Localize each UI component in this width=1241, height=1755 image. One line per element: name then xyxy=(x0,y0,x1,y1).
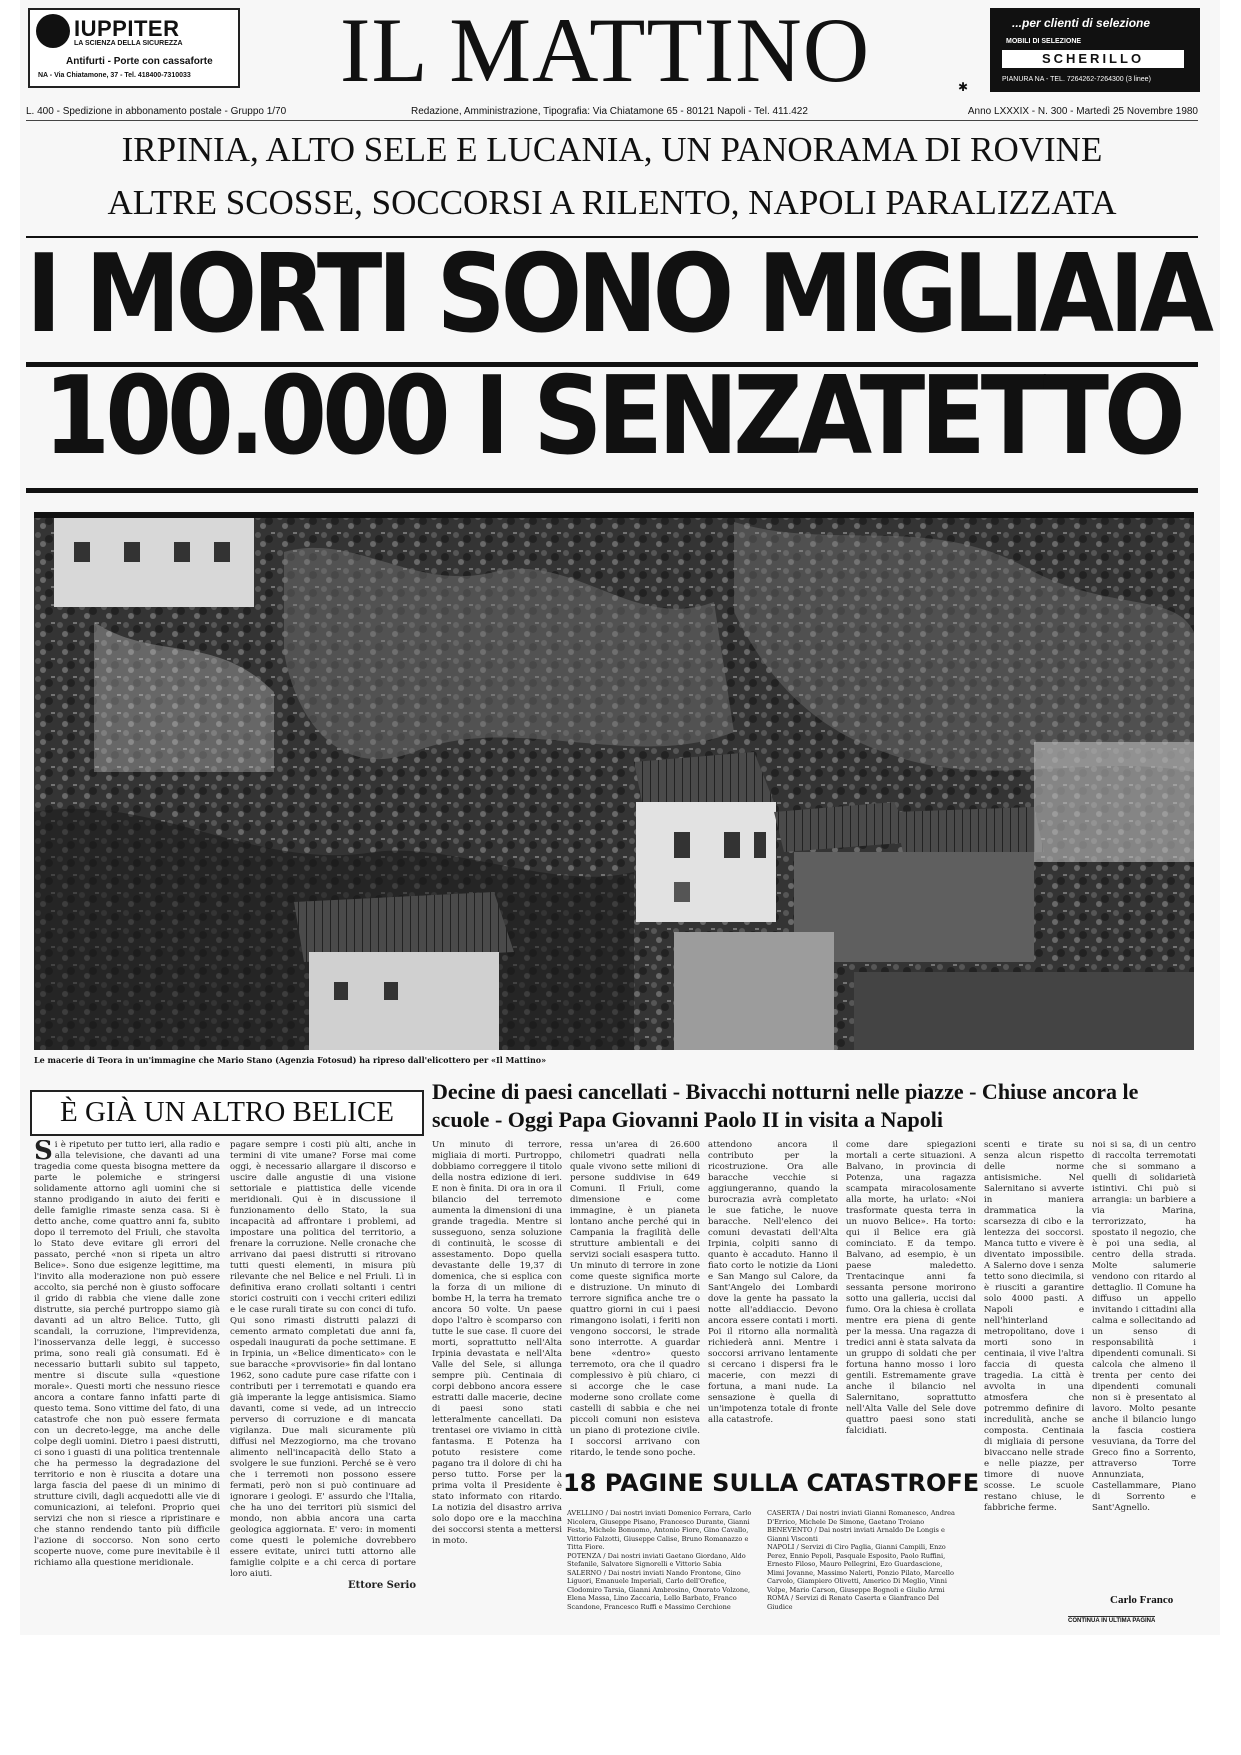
masthead-title: IL MATTINO xyxy=(339,0,871,101)
issue-date: Anno LXXXIX - N. 300 - Martedì 25 Novembre 1980 xyxy=(967,106,1198,117)
iuppiter-ad xyxy=(28,8,240,88)
subheadline: Decine di paesi cancellati - Bivacchi notturni nelle piazze - Chiuse ancora le scuole - Oggi Papa Giovanni Paolo II in visita a Napoli xyxy=(432,1079,1139,1132)
price-info: L. 400 - Spedizione in abbonamento postale - Gruppo 1/70 xyxy=(26,106,287,117)
iuppiter-address: NA - Via Chiatamone, 37 - Tel. 418400-7310033 xyxy=(38,72,191,79)
iuppiter-brand: IUPPITER xyxy=(74,16,180,41)
report-column-6 xyxy=(1092,1140,1196,1590)
edition-info-bar xyxy=(26,104,1198,121)
report-text-1: Un minuto di terrore, migliaia di morti. Purtroppo, dobbiamo correggere il titolo della nostra edizione di ieri. E non è finita. Di ora in ora il bilancio del terremoto aumenta la dimensioni di una grande tragedia. Mentre si susseguono, senza soluzione di continuità, le scosse di assestamento. Dopo quella devastante delle 19,37 di domenica, che si esplica con la forza di un milione di bombe H, la terra ha tremato ancora 50 volte. Un paese dopo l'altro è scomparso con tutte le sue case. Il cuore dei morti, soprattutto nell'Alta Irpinia devastata e nell'Alta Valle del Sele, si allunga sempre più. Centinaia di corpi debbono ancora essere estratti dalle macerie, decine di paesi sono stati letteralmente cancellati. Da trentasei ore viviamo in città fantasma. E Potenza ha potuto resistere come pagano tra il dolore di chi ha perso tutto. Forse per la prima volta il Presidente è stato informato con ritardo. La notizia del disastro arriva solo dopo ore e la macchina dei soccorsi stenta a mettersi in moto. xyxy=(432,1140,562,1546)
headline-2: ALTRE SCOSSE, SOCCORSI A RILENTO, NAPOLI PARALIZZATA xyxy=(107,183,1117,222)
iuppiter-logo-icon xyxy=(36,14,70,48)
report-text-5: scenti e tirate su senza alcun rispetto delle norme antisismiche. Nel Salernitano si avverte in maniera drammatica la scarsezza di cibo e la lentezza dei soccorsi. Manca tutto e vivere è diventato impossibile. A Salerno dove i senza tetto sono diecimila, si è riusciti a garantire solo 4000 pasti. A Napoli e nell'hinterland metropolitano, dove i morti sono in centinaia, il vive l'altra faccia di questa tragedia. La città è avvolta in una atmosfera che potremmo definire di incredulità, anche se composta. Centinaia di migliaia di persone bivaccano nelle strade e nelle piazze, per timore di nuove scosse. Le scuole restano chiuse, le fabbriche ferme. xyxy=(984,1140,1084,1513)
main-headline-deaths: I MORTI SONO MIGLIAIA xyxy=(26,231,1209,357)
report-text-4: come dare spiegazioni mortali a certe situazioni. A Balvano, in provincia di Potenza, una ragazza scampata miracolosamente alla morte, ha urlato: «Noi trasformate questa terra in un nuovo Belice». Ha torto: qui il Belice era già cominciato. E da tempo. Balvano, ad esempio, è un paese maledetto. Trentacinque anni fa sessanta persone morirono sotto una galleria, uccisi dal fumo. Ora la chiesa è crollata mentre era piena di gente per la messa. Una ragazza di tredici anni è stata salvata da un gruppo di soldati che per fortuna hanno mosso i loro gentili. Estremamente grave anche il bilancio nel Salernitano, soprattutto nell'Alta Valle del Sele dove quattro paesi sono stati falcidiati. xyxy=(846,1140,976,1436)
report-column-2 xyxy=(570,1140,700,1460)
editorial-column-1 xyxy=(34,1140,220,1628)
coverage-item: POTENZA / Dai nostri inviati Gaetano Giordano, Aldo Stefanile, Salvatore Signorelli e Vittorio Sabia xyxy=(567,1551,746,1568)
coverage-box xyxy=(563,1465,980,1625)
coverage-item: NAPOLI / Servizi di Ciro Paglia, Gianni Campili, Enzo Perez, Ennio Pepoli, Pasquale Esposito, Paolo Ruffini, Ernesto Filoso, Mauro Pellegrini, Ezo Guardascione, Mimi Jovanne, Massimo Nalerti, Ponzio Pilato, Marcello Carvolo, Giampiero Olivetti, Americo Di Meglio, Vinni Volpe, Mario Carson, Giuseppe Bognoli e Giulio Armi xyxy=(767,1543,954,1594)
star-icon: ✱ xyxy=(958,80,969,94)
photo-caption: Le macerie di Teora in un'immagine che Mario Stano (Agenzia Fotosud) ha ripreso dall'elicottero per «Il Mattino» xyxy=(34,1055,547,1065)
scherillo-brand: SCHERILLO xyxy=(1002,50,1184,68)
report-column-4 xyxy=(846,1140,976,1460)
iuppiter-products: Antifurti - Porte con cassaforte xyxy=(66,56,213,67)
report-text-3: attendono ancora il contributo per la ricostruzione. Ora alle baracche vecchie si aggiungeranno, quando la burocrazia avrà completato le sue fatiche, le nuove baracche. Nell'elenco dei comuni devastati dell'Alta Irpinia, colpiti sanno di quanto è accaduto. Hanno il fiato corto le notizie da Lioni e San Mango sul Calore, da Sant'Angelo dei Lombardi dove la gente ha passato la notte all'addiaccio. Devono ancora essere contati i morti. Poi il ritorno alla normalità richiederà anni. Mentre i soccorsi arrivano lentamente si cercano i dispersi fra le macerie, con mezzi di fortuna, a mani nude. La sensazione è quella di un'impotenza totale di fronte alla catastrofe. xyxy=(708,1140,838,1425)
scherillo-address: PIANURA NA - TEL. 7264262-7264300 (3 linee) xyxy=(1002,76,1151,83)
report-signature: Carlo Franco xyxy=(1110,1594,1174,1606)
report-text-6: noi si sa, di un centro di raccolta terremotati che si sommano a quelli di solidarietà istintivi. Chi può si arrangia: un barbiere a via Marina, terrorizzato, ha spostato il negozio, che è poi una sedia, al centro della strada. Molte salumerie vendono con ritardo al dettaglio. Il Comune ha diffuso un appello invitando i cittadini alla calma e sollecitando ad un senso di responsabilità i dipendenti comunali. Si calcola che almeno il trenta per cento dei dipendenti comunali non si è presentato al lavoro. Molto pesante anche il bilancio lungo la fascia costiera vesuviana, da Torre del Greco fino a Sorrento, attraverso Torre Annunziata, Castellammare, Piano di Sorrento e Sant'Agnello. xyxy=(1092,1140,1196,1513)
scherillo-slogan: ...per clienti di selezione xyxy=(1012,16,1151,30)
editorial-text-2: pagare sempre i costi più alti, anche in termini di vite umane? Forse mai come oggi, è necessario allargare il discorso e uscire dalle angustie di una visione settoriale e piattistica delle vicende meridionali. Qui è in discussione il funzionamento dello Stato, la sua incapacità ad affrontare i problemi, ad impostare una politica del territorio, a frenare la corruzione. Nelle cronache che arrivano dai paesi distrutti si ritrovano tutti questi elementi, in misura più rilevante che nel Belice e nel Friuli. Lì in definitiva erano crollati soltanti i centri storici costruiti con i vecchi criteri edilizi e le case rurali tirate su con conci di tufo. Qui sono rimasti distrutti palazzi di cemento armato completati due anni fa, ospedali inaugurati da poche settimane. E in Irpinia, un «Belice dimenticato» con le sue baracche «provvisorie» fin dal lontano 1962, sono cadute pure case rifatte con i contributi per i terremotati e quando era già imperante la legge antisismica. Siamo davanti, come si vede, ad un intreccio perverso di corruzione e di mancata vigilanza. Due mali sicuramente più diffusi nel Mezzogiorno, ma che trovano alimento nell'incapacità dello Stato a svolgere le sue funzioni. Perché se è vero che i terremoti non possono essere fermati, però non si può continuare ad ignorare i geologi. E' assurdo che l'Italia, che ha uno dei territori più sismici del mondo, non abbia ancora una carta geologica aggiornata. E' vero: in momenti come questi le polemiche dovrebbero essere evitate, unirci tutti attorno alle famiglie colpite e a chi cerca di portare loro aiuti. xyxy=(230,1140,416,1579)
report-column-3 xyxy=(708,1140,838,1460)
editorial-signature: Ettore Serio xyxy=(348,1580,416,1591)
headline-1: IRPINIA, ALTO SELE E LUCANIA, UN PANORAMA DI ROVINE xyxy=(121,130,1103,169)
main-headline-homeless: 100.000 I SENZATETTO xyxy=(43,353,1181,479)
editorial-title: È GIÀ UN ALTRO BELICE xyxy=(30,1090,424,1136)
coverage-item: SALERNO / Dai nostri inviati Nando Frontone, Gino Liguori, Emanuele Imperiali, Carlo dell'Orefice, Clodomiro Tarsia, Gianni Ambrosino, Onorato Volzone, Elena Massa, Lino Zaccaria, Lello Barbato, Franco Scandone, Francesco Ruffi e Massimo Cerchione xyxy=(567,1568,751,1611)
address-info: Redazione, Amministrazione, Tipografia: Via Chiatamone 65 - 80121 Napoli - Tel. 411.422 xyxy=(411,106,808,117)
scherillo-ad xyxy=(990,8,1200,92)
report-text-2: ressa un'area di 26.600 chilometri quadrati nella quale vivono sette milioni di persone suddivise in 649 Comuni. Il Friuli, come dimensione e come immagine, è un pianeta lontano anche perché qui in Campania la fragilità delle strutture ambientali e dei servizi sociali esaspera tutto. Un minuto di terrore in zone come queste significa morte e distruzione. Un minuto di terrore significa anche tre o quattro giorni in cui i paesi rimangono isolati, i feriti non vengono soccorsi, le strade sono interrotte. A guardar bene «dentro» questo terremoto, ora che il quadro complessivo è più chiaro, ci si accorge che le case moderne sono crollate come castelli di sabbia e che nei piccoli comuni non esisteva un piano di protezione civile. I soccorsi arrivano con ritardo, le tende sono poche. xyxy=(570,1140,700,1458)
main-headline-bottom-rule xyxy=(26,488,1198,493)
coverage-item: ROMA / Servizi di Renato Caserta e Gianfranco Del Giudice xyxy=(767,1594,940,1611)
editorial-text-1: i è ripetuto per tutto ieri, alla radio e alla televisione, che davanti ad una tragedia come questa bisogna mettere da parte le polemiche e stringersi solidamente attorno agli uomini che si stanno prodigando in aiuto dei feriti e delle famiglie rimaste senza casa. Si è detto anche, come quattro anni fa, subito dopo il terremoto del Friuli, che stavolta lo Stato deve evitare gli errori del passato, perché «non si ripeta un altro Belice». Sono due esigenze legittime, ma l'invito alla moderazione non può essere accolto, sia perché non è giusto soffocare il grido di rabbia che viene dalle zone distrutte, sia perché purtroppo siamo già davanti ad un altro Belice. Tutto, gli scandali, la corruzione, l'imprevidenza, l'inosservanza delle leggi, è successo prima, sono reali già consumati. Ed è necessario buttarli subito sul tappeto, mentre si discute sulla «questione morale». Questi morti che nessuno riesce ancora a contare fanno infatti parte di questo tema. Sono vittime del fato, di una catastrofe che non può essere fermata con un decreto-legge, ma anche delle colpe degli uomini. Dietro i paesi distrutti, ci sono i guasti di una politica trentennale che ha permesso la degradazione del territorio e non è riuscita a dotare una larga fascia del paese di un minimo di strutture civili, dagli acquedotti alle vie di comunicazioni, ai telefoni. Proprio quei servizi che non si riesce a ripristinare e che stanno rendendo tanto più difficile l'azione di soccorso. Non sono certo scoperte nuove, come pure inevitabile è il richiamo alla questione meridionale. xyxy=(34,1140,220,1568)
scherillo-subtitle: MOBILI DI SELEZIONE xyxy=(1006,38,1082,45)
coverage-item: BENEVENTO / Dai nostri inviati Arnaldo De Longis e Gianni Visconti xyxy=(767,1526,945,1543)
continued-note: CONTINUA IN ULTIMA PAGINA xyxy=(1068,1618,1156,1624)
coverage-title: 18 PAGINE SULLA CATASTROFE xyxy=(563,1469,980,1497)
dropcap: S xyxy=(34,1140,53,1166)
coverage-list xyxy=(567,1509,957,1611)
iuppiter-tagline: LA SCIENZA DELLA SICUREZZA xyxy=(74,40,183,47)
coverage-item: CASERTA / Dai nostri inviati Gianni Romanesco, Andrea D'Errico, Michele De Simone, Gaetano Troiano xyxy=(767,1509,955,1526)
report-column-5 xyxy=(984,1140,1084,1628)
report-column-1 xyxy=(432,1140,562,1628)
coverage-item: AVELLINO / Dai nostri inviati Domenico Ferrara, Carlo Nicolera, Giuseppe Pisano, Francesco Durante, Gianni Festa, Michele Bonuomo, Antonio Fiore, Gino Cavallo, Vittorio Falzotti, Giuseppe Calise, Bruno Romanazzo e Titta Fiore. xyxy=(567,1509,752,1551)
teora-ruins-photo xyxy=(34,512,1194,1050)
editorial-column-2 xyxy=(230,1140,416,1628)
